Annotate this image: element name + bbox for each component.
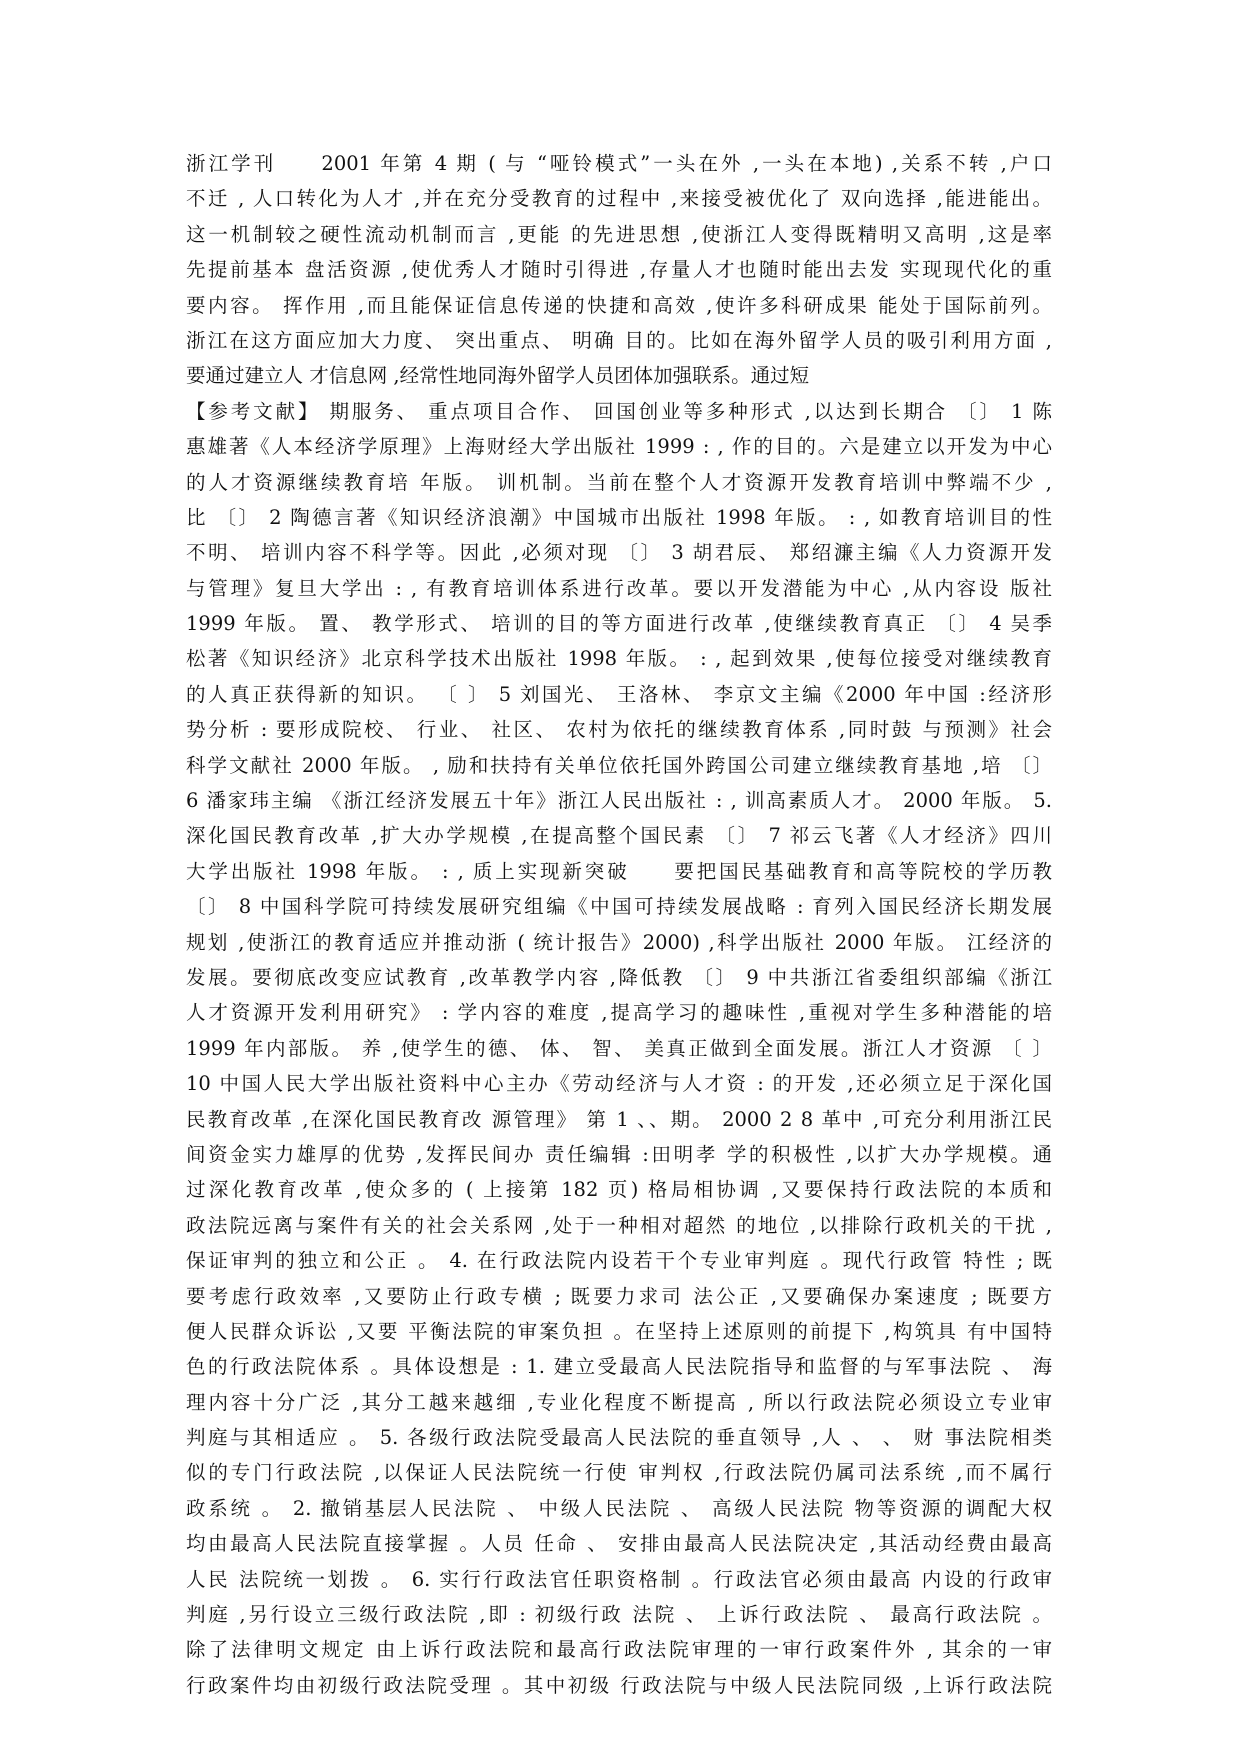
text-line: 过深化教育改革 ,使众多的 ( 上接第 182 页) 格局相协调 ,又要保持行政法院的本质和	[186, 1178, 1052, 1202]
text-line: 间资金实力雄厚的优势 ,发挥民间办 责任编辑 :田明孝 学的积极性 ,以扩大办学规模。通	[186, 1142, 1052, 1166]
text-line: 这一机制较之硬性流动机制而言 ,更能 的先进思想 ,使浙江人变得既精明又高明 ,这是率	[186, 222, 1052, 246]
text-line: 松著《知识经济》北京科学技术出版社 1998 年版。 : , 起到效果 ,使每位接受对继续教育	[186, 647, 1052, 671]
text-line: 色的行政法院体系 。具体设想是 : 1. 建立受最高人民法院指导和监督的与军事法院 、 海	[186, 1355, 1052, 1379]
text-line: 不迁 , 人口转化为人才 ,并在充分受教育的过程中 ,来接受被优化了 双向选择 ,能进能出。	[186, 187, 1052, 211]
text-line: 发展。要彻底改变应试教育 ,改革教学内容 ,降低教 〔〕 9 中共浙江省委组织部编《浙江	[186, 965, 1052, 989]
text-line: 除了法律明文规定 由上诉行政法院和最高行政法院审理的一审行政案件外 , 其余的一审	[186, 1638, 1052, 1662]
text-line: 理内容十分广泛 ,其分工越来越细 ,专业化程度不断提高 , 所以行政法院必须设立专业审	[186, 1390, 1052, 1414]
text-line: 似的专门行政法院 ,以保证人民法院统一行使 审判权 ,行政法院仍属司法系统 ,而不属行	[186, 1461, 1052, 1485]
text-line: 人民 法院统一划拨 。 6. 实行行政法官任职资格制 。行政法官必须由最高 内设的行政审	[186, 1567, 1052, 1591]
text-line: 浙江在这方面应加大力度、 突出重点、 明确 目的。比如在海外留学人员的吸引利用方面 ,	[186, 328, 1052, 352]
text-line: 保证审判的独立和公正 。 4. 在行政法院内设若干个专业审判庭 。现代行政管 特性 ; 既	[186, 1249, 1052, 1273]
text-line: 的人才资源继续教育培 年版。 训机制。当前在整个人才资源开发教育培训中弊端不少 ,	[186, 470, 1052, 494]
text-line: 行政案件均由初级行政法院受理 。其中初级 行政法院与中级人民法院同级 ,上诉行政法院	[186, 1673, 1052, 1697]
text-line: 深化国民教育改革 ,扩大办学规模 ,在提高整个国民素 〔〕 7 祁云飞著《人才经济》四川	[186, 824, 1052, 848]
text-line: 势分析 : 要形成院校、 行业、 社区、 农村为依托的继续教育体系 ,同时鼓 与预测》社会	[186, 718, 1052, 742]
text-line: 判庭与其相适应 。 5. 各级行政法院受最高人民法院的垂直领导 ,人 、 、 财 事法院相类	[186, 1426, 1052, 1450]
text-line: 政法院远离与案件有关的社会关系网 ,处于一种相对超然 的地位 ,以排除行政机关的干扰 ,	[186, 1213, 1052, 1237]
references-line: 【参考文献】 期服务、 重点项目合作、 回国创业等多种形式 ,以达到长期合 〔〕 1 陈	[186, 399, 1052, 423]
text-line: 便人民群众诉讼 ,又要 平衡法院的审案负担 。在坚持上述原则的前提下 ,构筑具 有中国特	[186, 1319, 1052, 1343]
text-line: 〔〕 8 中国科学院可持续发展研究组编《中国可持续发展战略 : 育列入国民经济长期发展	[186, 895, 1052, 919]
text-line: 要内容。 挥作用 ,而且能保证信息传递的快捷和高效 ,使许多科研成果 能处于国际前列。	[186, 293, 1052, 317]
text-line: 不明、 培训内容不科学等。因此 ,必须对现 〔〕 3 胡君辰、 郑绍濂主编《人力资源开发	[186, 541, 1052, 565]
text-line: 政系统 。 2. 撤销基层人民法院 、 中级人民法院 、 高级人民法院 物等资源的调配大权	[186, 1496, 1052, 1520]
text-line: 民教育改革 ,在深化国民教育改 源管理》 第 1 、、期。 2000 2 8 革中 ,可充分利用浙江民	[186, 1107, 1052, 1131]
text-line: 1999 年版。 置、 教学形式、 培训的目的等方面进行改革 ,使继续教育真正 〔〕 4 吴季	[186, 612, 1052, 636]
text-line: 要通过建立人 才信息网 ,经常性地同海外留学人员团体加强联系。通过短	[186, 364, 810, 388]
text-line: 大学出版社 1998 年版。 : , 质上实现新突破 要把国民基础教育和高等院校的学历教	[186, 859, 1052, 883]
text-line: 要考虑行政效率 ,又要防止行政专横 ; 既要力求司 法公正 ,又要确保办案速度 ; 既要方	[186, 1284, 1052, 1308]
text-line: 判庭 ,另行设立三级行政法院 ,即 : 初级行政 法院 、 上诉行政法院 、 最高行政法院 。	[186, 1603, 1052, 1627]
text-line: 1999 年内部版。 养 ,使学生的德、 体、 智、 美真正做到全面发展。浙江人才资源 〔 〕	[186, 1036, 1052, 1060]
text-line: 先提前基本 盘活资源 ,使优秀人才随时引得进 ,存量人才也随时能出去发 实现现代化的重	[186, 258, 1052, 282]
body-text	[186, 146, 1052, 1703]
text-line: 10 中国人民大学出版社资料中心主办《劳动经济与人才资 : 的开发 ,还必须立足于深化国	[186, 1072, 1052, 1096]
text-line: 比 〔〕 2 陶德言著《知识经济浪潮》中国城市出版社 1998 年版。 : , 如教育培训目的性	[186, 505, 1052, 529]
text-line: 人才资源开发利用研究》 : 学内容的难度 ,提高学习的趣味性 ,重视对学生多种潜能的培	[186, 1001, 1052, 1025]
text-line: 与管理》复旦大学出 : , 有教育培训体系进行改革。要以开发潜能为中心 ,从内容设 版社	[186, 576, 1052, 600]
text-line: 的人真正获得新的知识。 〔 〕 5 刘国光、 王洛林、 李京文主编《2000 年中国 :经济形	[186, 682, 1052, 706]
text-line: 均由最高人民法院直接掌握 。人员 任命 、 安排由最高人民法院决定 ,其活动经费由最高	[186, 1532, 1052, 1556]
text-line: 规划 ,使浙江的教育适应并推动浙 ( 统计报告》2000) ,科学出版社 2000 年版。 江经济的	[186, 930, 1052, 954]
text-line: 浙江学刊 2001 年第 4 期 ( 与 “哑铃模式”一头在外 ,一头在本地) ,关系不转 ,户口	[186, 152, 1052, 175]
text-line: 科学文献社 2000 年版。 , 励和扶持有关单位依托国外跨国公司建立继续教育基地 ,培 〔〕	[186, 753, 1052, 777]
text-line: 惠雄著《人本经济学原理》上海财经大学出版社 1999 : , 作的目的。六是建立以开发为中心	[186, 435, 1052, 459]
text-line: 6 潘家玮主编 《浙江经济发展五十年》浙江人民出版社 : , 训高素质人才。 2000 年版。 5.	[186, 789, 1052, 813]
